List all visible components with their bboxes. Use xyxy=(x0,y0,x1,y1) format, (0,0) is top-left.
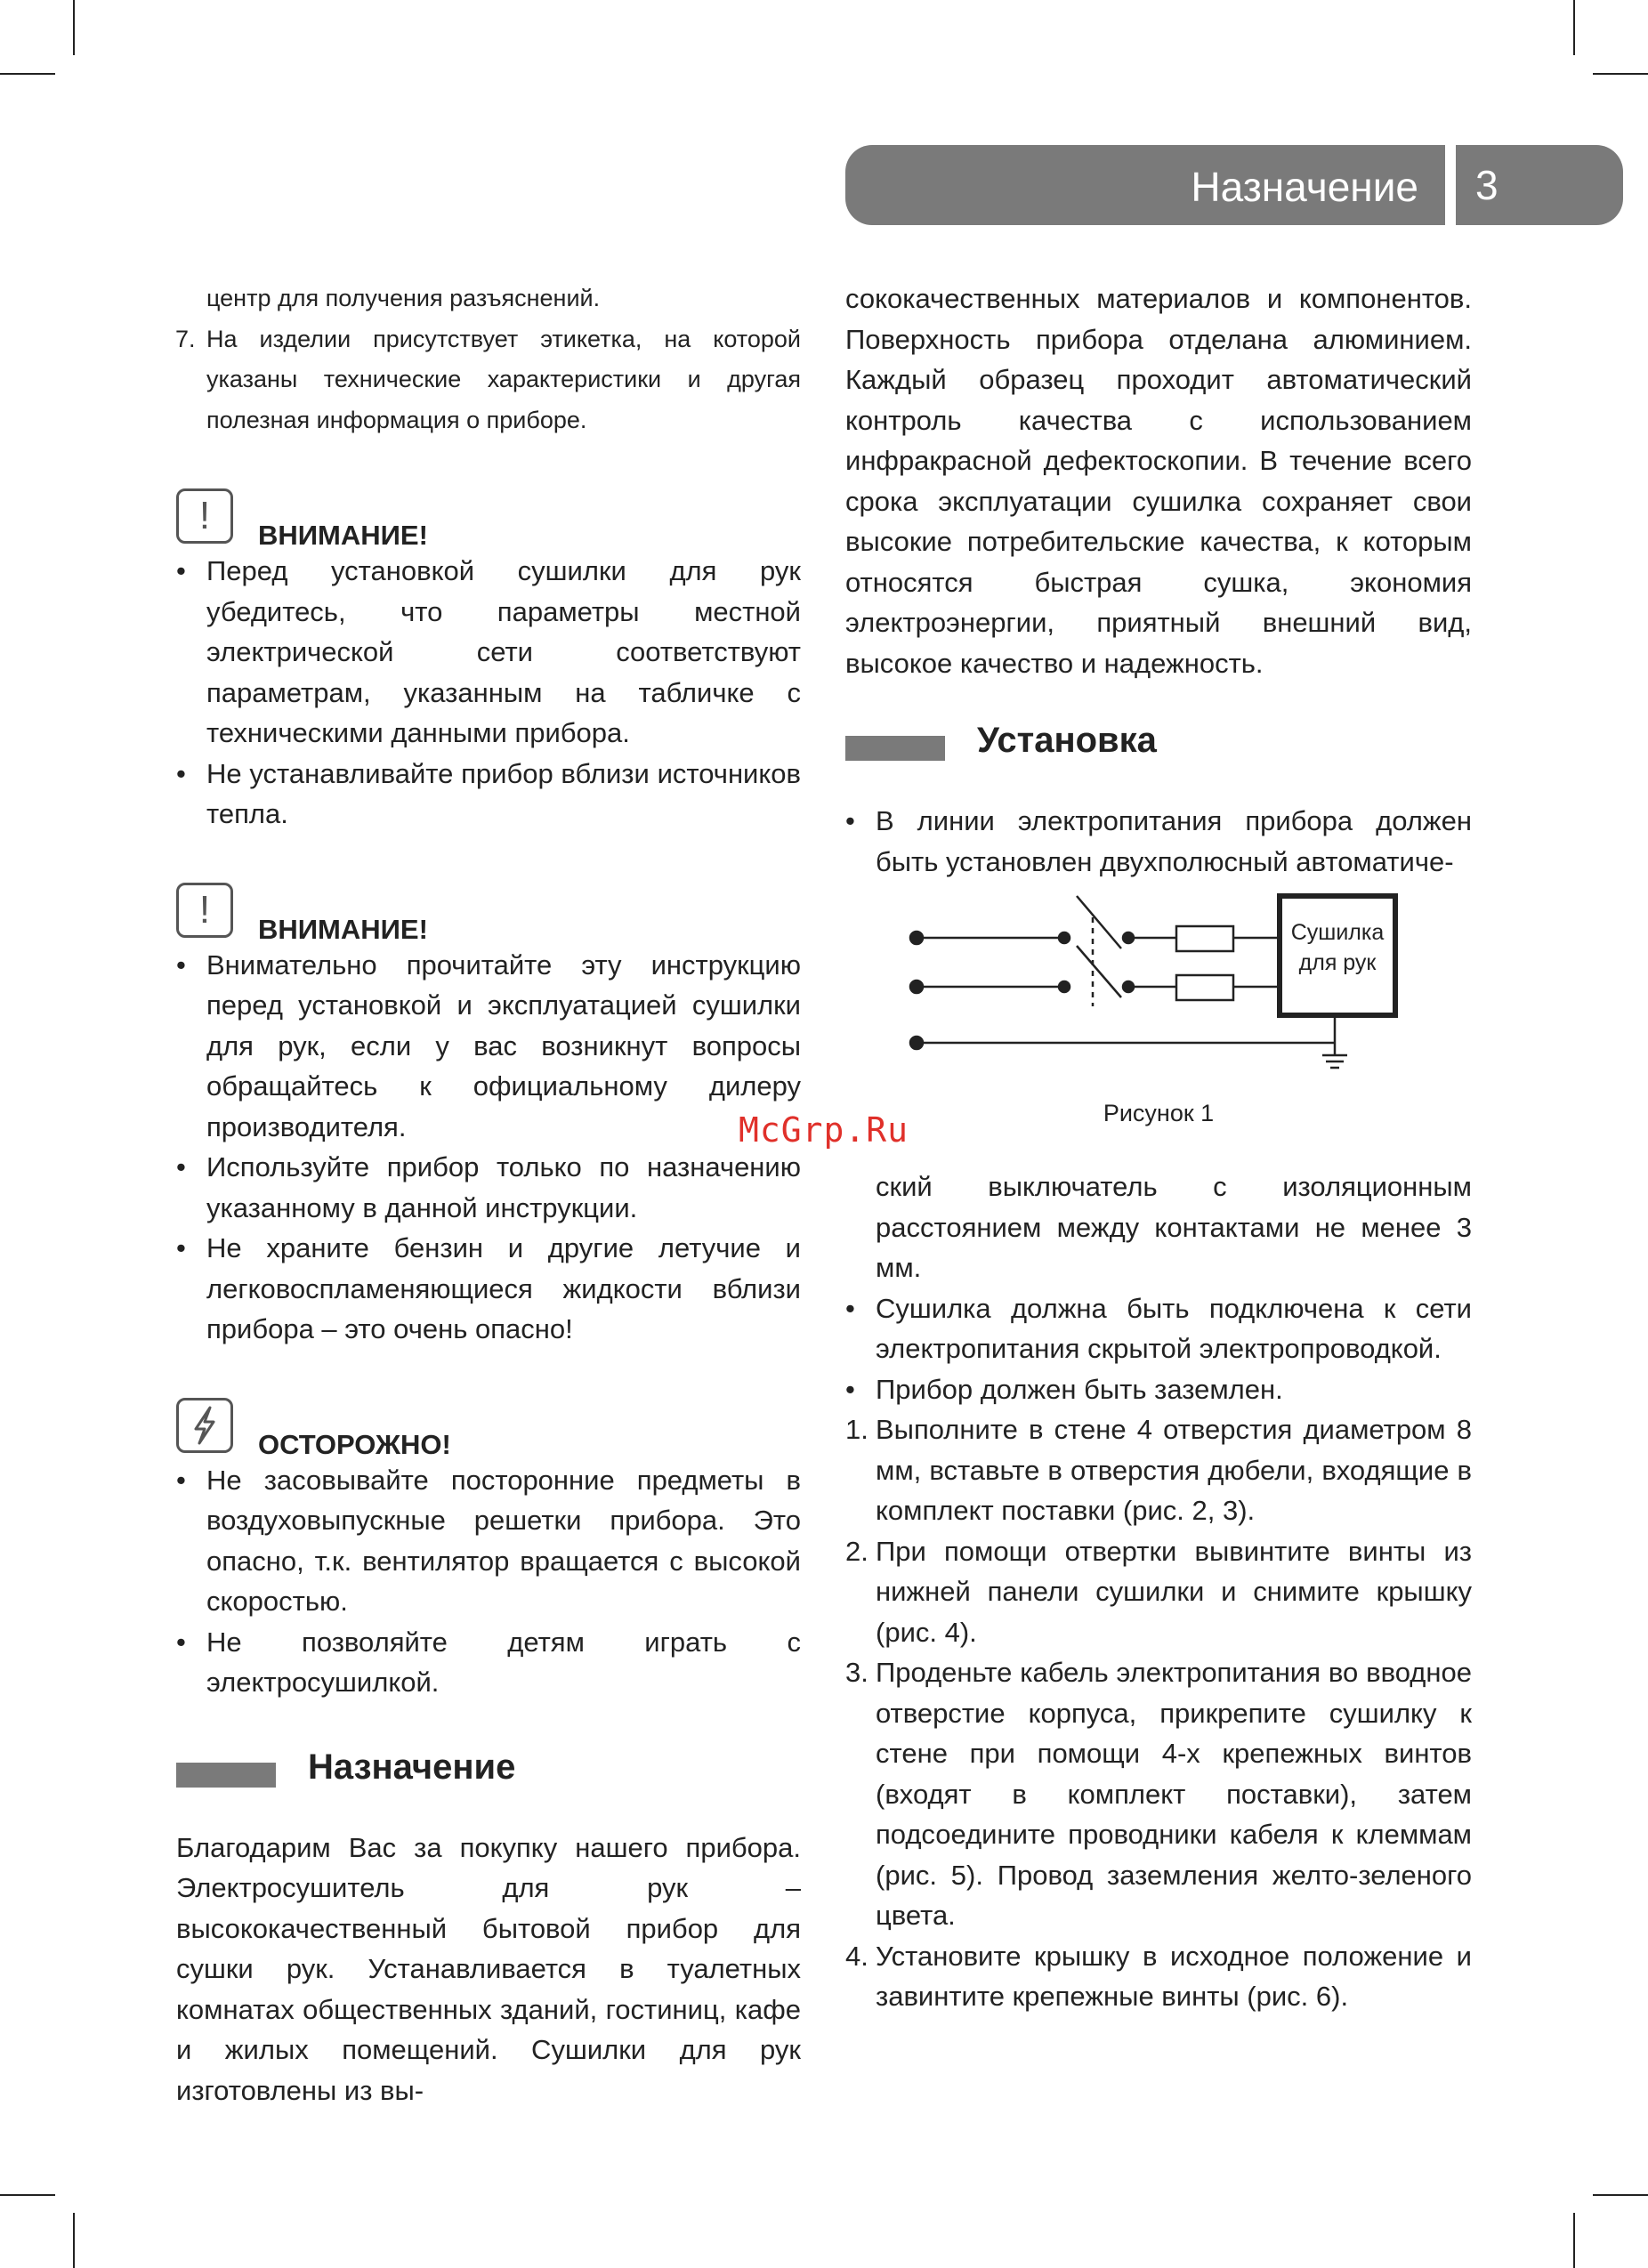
bullet-icon: • xyxy=(845,805,855,836)
bullet-icon: • xyxy=(176,555,186,586)
section-heading xyxy=(176,1747,801,1801)
bullet-icon: • xyxy=(845,1292,855,1324)
crop-mark xyxy=(0,2194,55,2196)
step-item: 1. Выполните в стене 4 отверстия диаметром 8 мм, вставьте в отверстия дюбели, входящие в комплект поставки (рис. 2, 3). xyxy=(845,1414,1472,1526)
section-title: Установка xyxy=(977,721,1157,760)
figure-caption: Рисунок 1 xyxy=(1103,1100,1215,1126)
section-bar xyxy=(845,736,945,761)
crop-mark xyxy=(1573,0,1575,55)
crop-mark xyxy=(1593,73,1648,75)
crop-mark xyxy=(1573,2213,1575,2268)
warning-heading xyxy=(176,488,801,551)
list-item: • Внимательно прочитайте эту инструкцию перед установкой и эксплуатацией сушилки для рук, если у вас возникнут вопросы обращайтесь к официальному дилеру производителя. xyxy=(176,945,801,1148)
list-item: • В линии электропитания прибора должен быть установлен двухполюсный автоматиче- xyxy=(845,801,1472,882)
list-item: • Используйте прибор только по назначению указанному в данной инструкции. xyxy=(176,1147,801,1228)
bullet-icon: • xyxy=(176,1464,186,1496)
lightning-icon xyxy=(176,1398,233,1453)
section-title: Назначение xyxy=(308,1747,516,1787)
header-title: Назначение xyxy=(1191,164,1418,210)
section-text: Благодарим Вас за покупку нашего прибора. Электросушитель для рук – высококачественный бытовой прибор для сушки рук. Устанавливается в туалетных комнатах общественных зданий, гостиниц, кафе и жилых помещений. Сушилки для рук изготовлены из вы- xyxy=(176,1831,801,2106)
bullet-icon: • xyxy=(176,757,186,789)
item-text: На изделии присутствует этикетка, на которой указаны технические характеристики и другая полезная информация о приборе. xyxy=(206,325,801,433)
warning-heading xyxy=(176,883,801,945)
warning-title: ВНИМАНИЕ! xyxy=(258,520,428,551)
watermark: McGrp.Ru xyxy=(739,1110,909,1150)
bullet-icon: • xyxy=(176,1151,186,1182)
left-column xyxy=(176,278,801,2111)
wiring-diagram xyxy=(845,882,1472,1095)
crop-mark xyxy=(73,2213,75,2268)
warning-title: ВНИМАНИЕ! xyxy=(258,913,428,945)
list-item: • Не позволяйте детям играть с электросушилкой. xyxy=(176,1622,801,1703)
header-bar xyxy=(845,145,1445,225)
bullet-icon: • xyxy=(176,1626,186,1658)
exclamation-icon: ! xyxy=(176,883,233,938)
page-number: 3 xyxy=(1456,145,1623,225)
list-item: • Сушилка должна быть подключена к сети электропитания скрытой электропроводкой. xyxy=(845,1288,1472,1369)
crop-mark xyxy=(0,73,55,75)
right-column xyxy=(845,278,1472,2017)
exclamation-icon: ! xyxy=(176,488,233,544)
section-heading xyxy=(845,721,1472,774)
dryer-box-label: Сушилка для рук xyxy=(1290,920,1385,975)
list-item-7 xyxy=(176,319,801,441)
item-number: 7. xyxy=(175,325,196,352)
step-item: 3. Проденьте кабель электропитания во вводное отверстие корпуса, прикрепите сушилку к стене при помощи 4-х крепежных винтов (входят в комплект поставки), затем подсоедините проводники кабеля к клеммам (рис. 5). Провод заземления желто-зеленого цвета. xyxy=(845,1657,1472,1931)
step-item: 4. Установите крышку в исходное положение и завинтите крепежные винты (рис. 6). xyxy=(845,1940,1472,2012)
bullet-icon: • xyxy=(845,1373,855,1405)
continuation-text: сококачественных материалов и компонентов. Поверхность прибора отделана алюминием. Каждый образец проходит автоматический контроль качества с использованием инфракрасной дефектоскопии. В течение всего срока эксплуатации сушилка сохраняет свои высокие потребительские качества, к которым относятся быстрая сушка, экономия электроэнергии, приятный внешний вид, высокое качество и надежность. xyxy=(845,283,1472,679)
section-bar xyxy=(176,1763,276,1788)
crop-mark xyxy=(73,0,75,55)
wiring-figure xyxy=(845,882,1472,1166)
caution-heading xyxy=(176,1398,801,1460)
list-item: • Прибор должен быть заземлен. xyxy=(845,1369,1472,1410)
list-item: • Не засовывайте посторонние предметы в воздуховыпускные решетки прибора. Это опасно, т.к. вентилятор вращается с высокой скоростью. xyxy=(176,1460,801,1622)
list-item: • Перед установкой сушилки для рук убедитесь, что параметры местной электрической сети соответствуют параметрам, указанным на табличке с техническими данными прибора. xyxy=(176,551,801,754)
crop-mark xyxy=(1593,2194,1648,2196)
intro-line: центр для получения разъяснений. xyxy=(206,285,601,311)
bullet-continuation: ский выключатель с изоляционным расстоянием между контактами не менее 3 мм. xyxy=(876,1171,1472,1283)
bullet-icon: • xyxy=(176,948,186,981)
caution-title: ОСТОРОЖНО! xyxy=(258,1428,451,1460)
step-item: 2. При помощи отвертки вывинтите винты из нижней панели сушилки и снимите крышку (рис. 4). xyxy=(845,1535,1472,1648)
list-item: • Не устанавливайте прибор вблизи источников тепла. xyxy=(176,754,801,835)
list-item: • Не храните бензин и другие летучие и легковоспламеняющиеся жидкости вблизи прибора – это очень опасно! xyxy=(176,1228,801,1350)
bullet-icon: • xyxy=(176,1232,186,1263)
